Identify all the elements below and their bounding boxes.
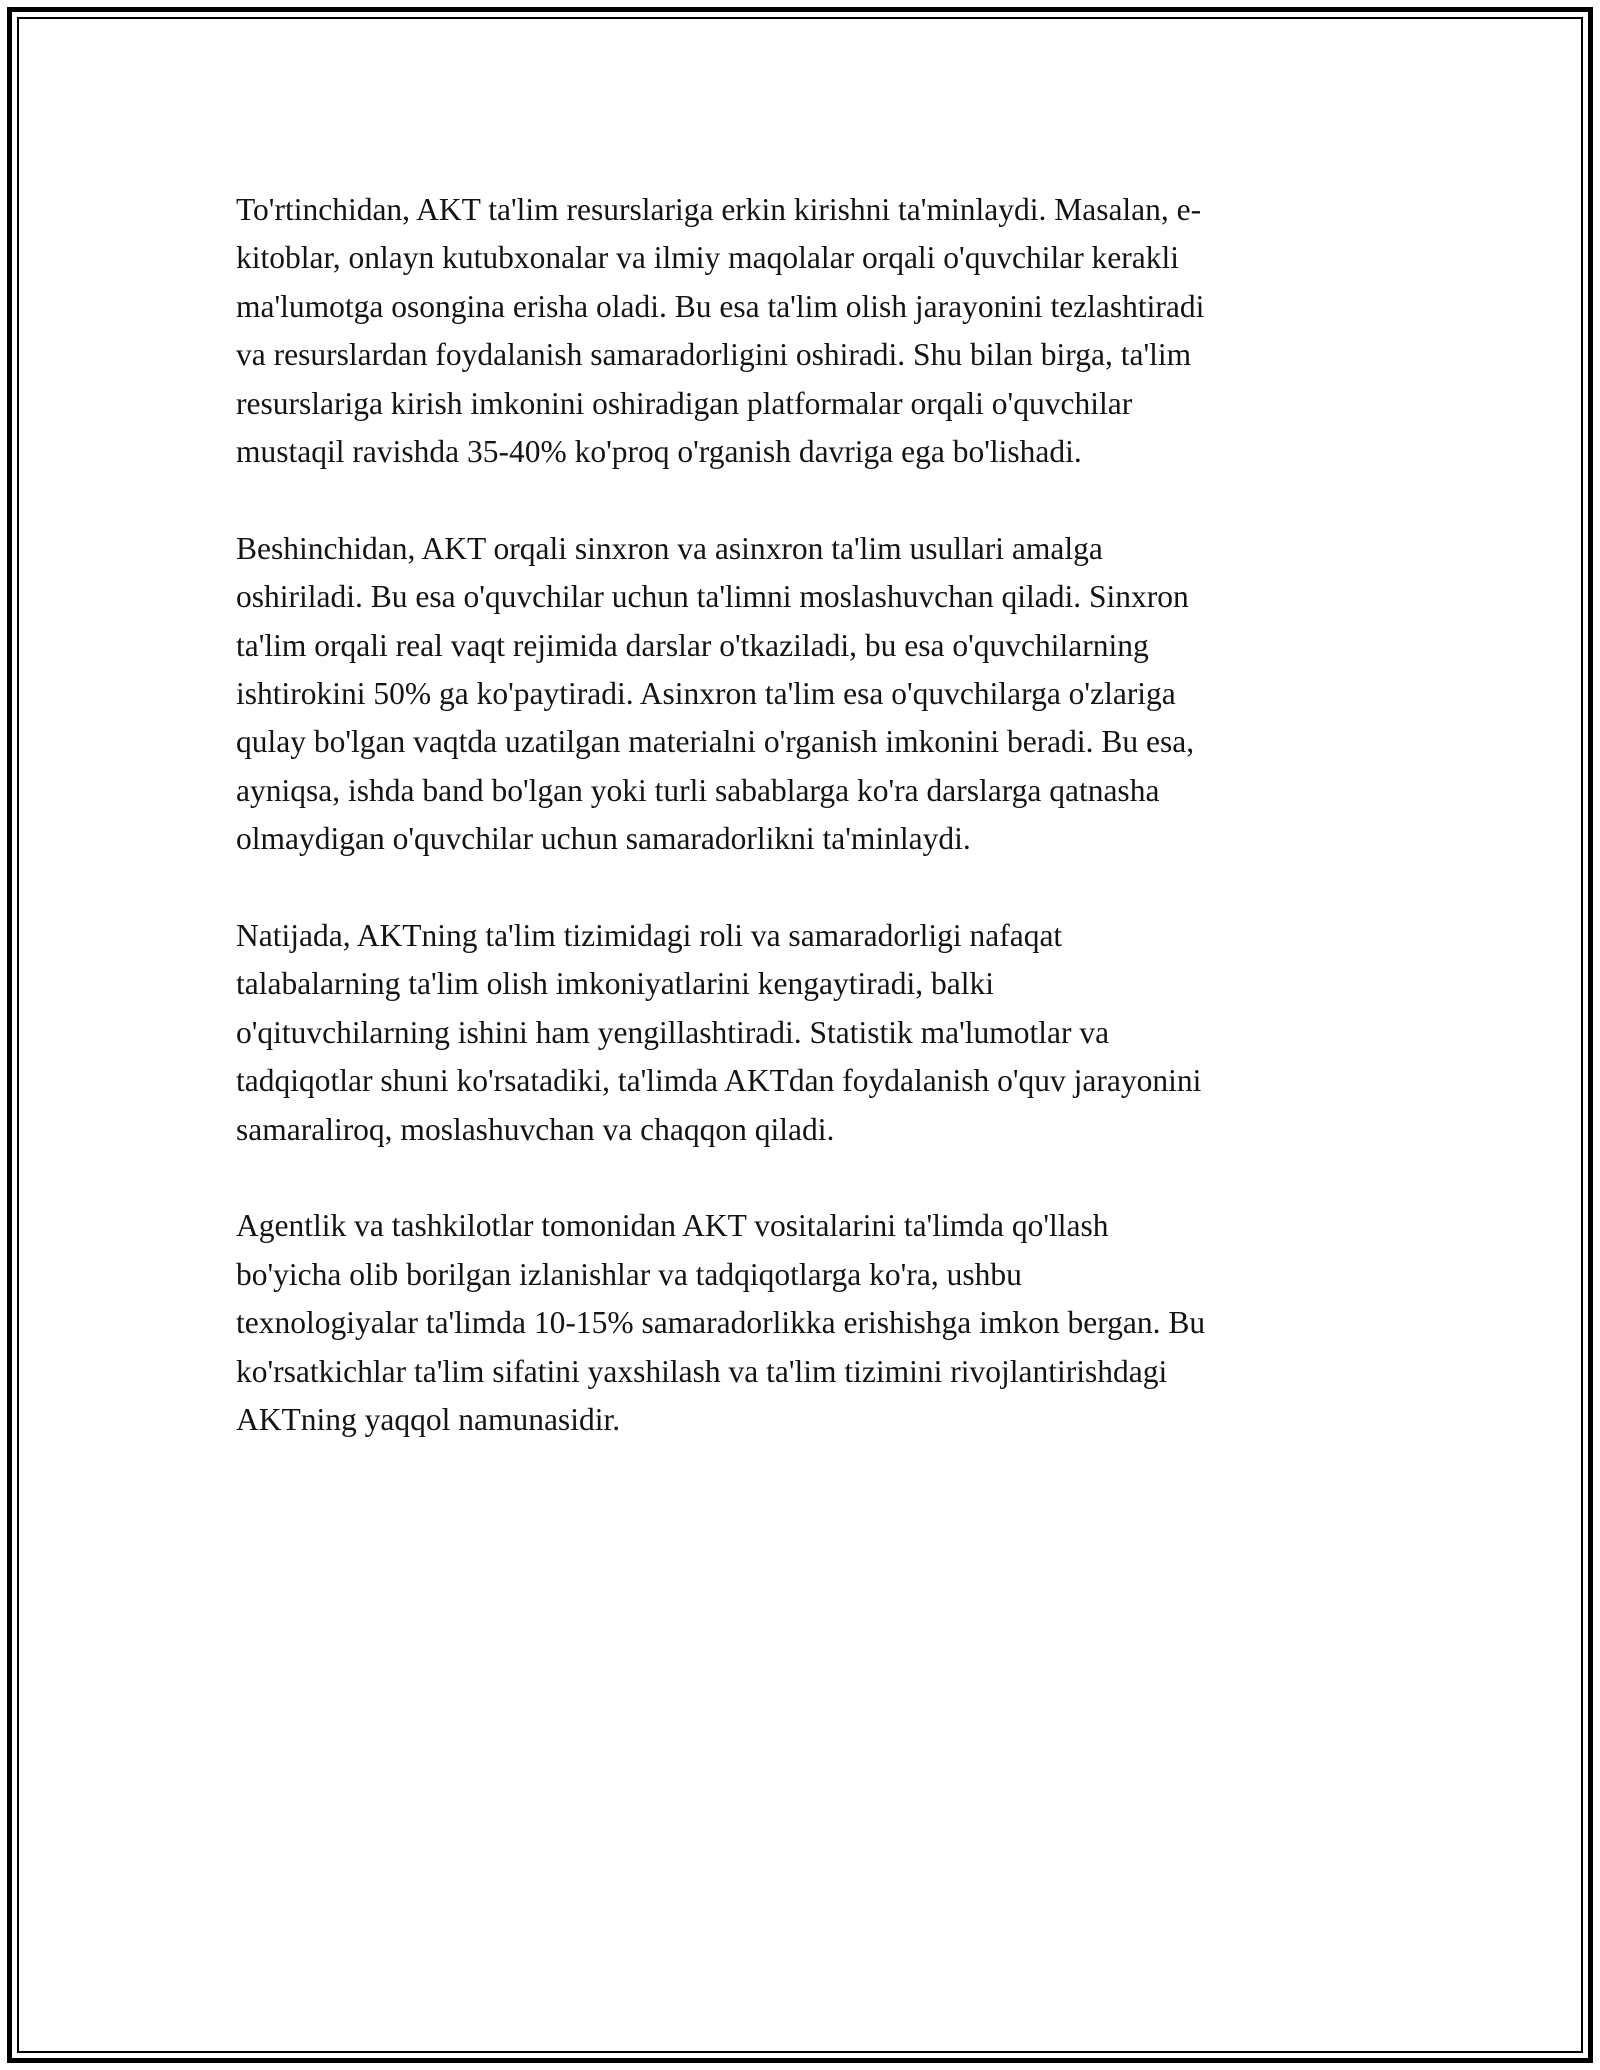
paragraph-line: resurslariga kirish imkonini oshiradigan platformalar orqali o'quvchilar <box>236 385 1133 421</box>
paragraph-line: To'rtinchidan, AKT ta'lim resurslariga erkin kirishni ta'minlaydi. Masalan, e- <box>236 192 1202 227</box>
document-body <box>236 186 1376 1493</box>
paragraph-line: ishtirokini 50% ga ko'paytiradi. Asinxron ta'lim esa o'quvchilarga o'zlariga <box>236 676 1176 712</box>
paragraph-line: bo'yicha olib borilgan izlanishlar va tadqiqotlarga ko'ra, ushbu <box>236 1256 1022 1292</box>
paragraph-line: AKTning yaqqol namunasidir. <box>236 1402 621 1438</box>
paragraph-line: o'qituvchilarning ishini ham yengillashtiradi. Statistik ma'lumotlar va <box>236 1014 1110 1050</box>
paragraph-line: Beshinchidan, AKT orqali sinxron va asinxron ta'lim usullari amalga <box>236 530 1103 566</box>
paragraph-line: ko'rsatkichlar ta'lim sifatini yaxshilash va ta'lim tizimini rivojlantirishdagi <box>236 1353 1168 1389</box>
paragraph-line: kitoblar, onlayn kutubxonalar va ilmiy maqolalar orqali o'quvchilar kerakli <box>236 240 1180 276</box>
paragraph-line: samaraliroq, moslashuvchan va chaqqon qiladi. <box>236 1111 835 1147</box>
paragraph-line: tadqiqotlar shuni ko'rsatadiki, ta'limda AKTdan foydalanish o'quv jarayonini <box>236 1063 1202 1099</box>
paragraph-line: Agentlik va tashkilotlar tomonidan AKT vositalarini ta'limda qo'llash <box>236 1208 1109 1244</box>
paragraph-1 <box>236 186 1376 476</box>
paragraph-line: ayniqsa, ishda band bo'lgan yoki turli sabablarga ko'ra darslarga qatnasha <box>236 772 1160 808</box>
paragraph-line: ta'lim orqali real vaqt rejimida darslar o'tkaziladi, bu esa o'quvchilarning <box>236 627 1149 663</box>
paragraph-3 <box>236 912 1376 1154</box>
paragraph-line: texnologiyalar ta'limda 10-15% samaradorlikka erishishga imkon bergan. Bu <box>236 1305 1206 1341</box>
paragraph-line: va resurslardan foydalanish samaradorligini oshiradi. Shu bilan birga, ta'lim <box>236 337 1192 373</box>
paragraph-line: ma'lumotga osongina erisha oladi. Bu esa ta'lim olish jarayonini tezlashtiradi <box>236 288 1205 324</box>
paragraph-4 <box>236 1202 1376 1444</box>
paragraph-line: qulay bo'lgan vaqtda uzatilgan materialni o'rganish imkonini beradi. Bu esa, <box>236 724 1195 760</box>
paragraph-line: talabalarning ta'lim olish imkoniyatlarini kengaytiradi, balki <box>236 966 994 1002</box>
paragraph-line: mustaqil ravishda 35-40% ko'proq o'rganish davriga ega bo'lishadi. <box>236 434 1082 470</box>
paragraph-2 <box>236 525 1376 864</box>
paragraph-line: Natijada, AKTning ta'lim tizimidagi roli va samaradorligi nafaqat <box>236 918 1063 954</box>
paragraph-line: olmaydigan o'quvchilar uchun samaradorlikni ta'minlaydi. <box>236 821 971 857</box>
paragraph-line: oshiriladi. Bu esa o'quvchilar uchun ta'limni moslashuvchan qiladi. Sinxron <box>236 579 1189 615</box>
